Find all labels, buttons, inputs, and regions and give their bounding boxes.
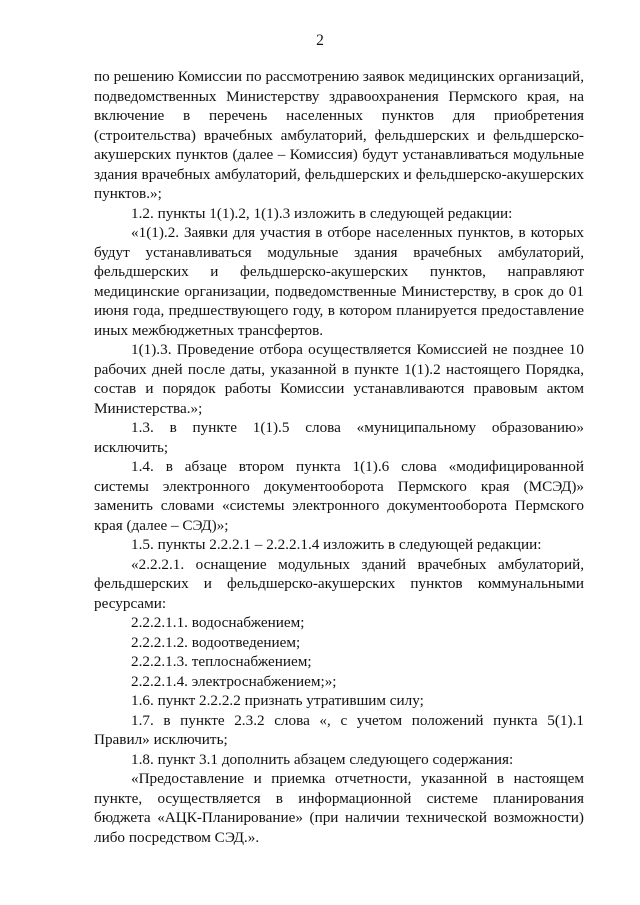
list-item-2-2-2-1-1: 2.2.2.1.1. водоснабжением;: [131, 614, 305, 631]
list-item-2-2-2-1-4: 2.2.2.1.4. электроснабжением;»;: [131, 672, 337, 690]
document-body: [94, 67, 584, 847]
paragraph-added-text: «Предоставление и приемка отчетности, указанной в настоящем пункте, осуществляется в информационной системе планирования бюджета «АЦК-Планирование» (при наличии технической возможности) либо посредством СЭД.».: [94, 770, 584, 846]
paragraph-continuation: по решению Комиссии по рассмотрению заявок медицинских организаций, подведомственных Министерству здравоохранения Пермского края, на включение в перечень населенных пунктов для приобретения (строительства) врачебных амбулаторий, фельдшерских и фельдшерско-акушерских пунктов (далее – Комиссия) будут устанавливаться модульные здания врачебных амбулаторий, фельдшерских и фельдшерско-акушерских пунктов.»;: [94, 68, 584, 202]
list-item-2-2-2-1-2: 2.2.2.1.2. водоотведением;: [131, 633, 301, 651]
paragraph-item-1-8: 1.8. пункт 3.1 дополнить абзацем следующего содержания:: [131, 750, 514, 768]
paragraph-item-1-6: 1.6. пункт 2.2.2.2 признать утратившим силу;: [131, 692, 424, 709]
paragraph-clause-1-1-2: «1(1).2. Заявки для участия в отборе населенных пунктов, в которых будут устанавливаться модульные здания врачебных амбулаторий, фельдшерских и фельдшерско-акушерских пунктов, направляют медицинские организации, подведомственные Министерству, в срок до 01 июня года, предшествующего году, в котором планируется предоставление иных межбюджетных трансфертов.: [94, 224, 584, 339]
paragraph-item-1-7: 1.7. в пункте 2.3.2 слова «, с учетом положений пункта 5(1).1 Правил» исключить;: [94, 711, 584, 748]
page-number: 2: [316, 32, 324, 49]
list-item-2-2-2-1-3: 2.2.2.1.3. теплоснабжением;: [131, 653, 312, 670]
paragraph-item-1-2: 1.2. пункты 1(1).2, 1(1).3 изложить в следующей редакции:: [131, 204, 513, 222]
paragraph-item-1-4: 1.4. в абзаце втором пункта 1(1).6 слова «модифицированной системы электронного документооборота Пермского края (МСЭД)» заменить словами «системы электронного документооборота Пермского края (далее – СЭД)»;: [94, 458, 584, 534]
paragraph-item-1-5: 1.5. пункты 2.2.2.1 – 2.2.2.1.4 изложить в следующей редакции:: [131, 536, 542, 553]
paragraph-clause-2-2-2-1: «2.2.2.1. оснащение модульных зданий врачебных амбулаторий, фельдшерских и фельдшерско-акушерских пунктов коммунальными ресурсами:: [94, 555, 584, 612]
paragraph-item-1-3: 1.3. в пункте 1(1).5 слова «муниципальному образованию» исключить;: [94, 419, 584, 456]
paragraph-clause-1-1-3: 1(1).3. Проведение отбора осуществляется Комиссией не позднее 10 рабочих дней после даты, указанной в пункте 1(1).2 настоящего Порядка, состав и порядок работы Комиссии устанавливаются правовым актом Министерства.»;: [94, 341, 584, 417]
